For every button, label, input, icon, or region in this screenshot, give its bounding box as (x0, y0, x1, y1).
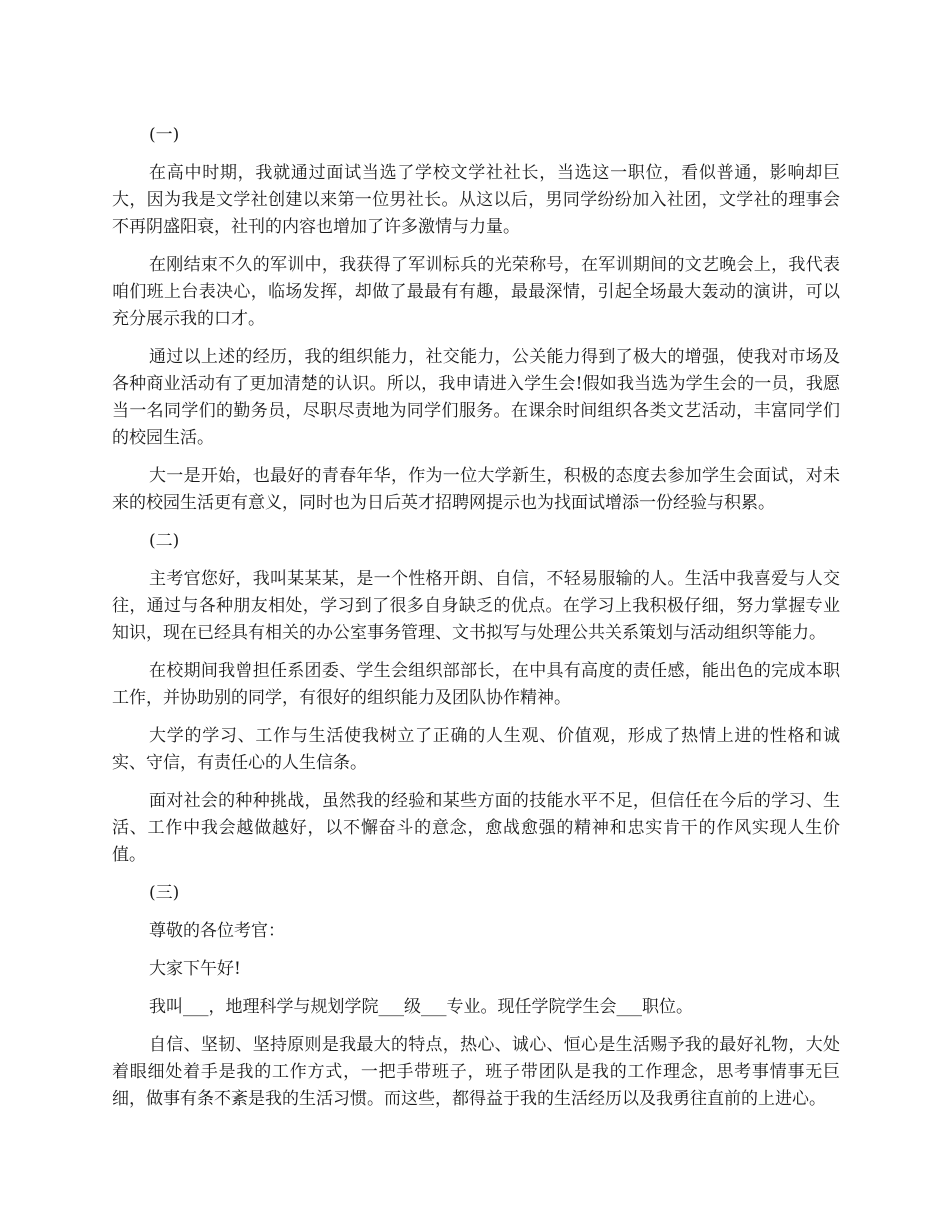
paragraph: 大学的学习、工作与生活使我树立了正确的人生观、价值观，形成了热情上进的性格和诚实、守信，有责任心的人生信条。 (112, 726, 840, 773)
section-heading-2: (二) (149, 531, 180, 551)
paragraph: 在高中时期，我就通过面试当选了学校文学社社长，当选这一职位，看似普通，影响却巨大，因为我是文学社创建以来第一位男社长。从这以后，男同学纷纷加入社团，文学社的理事会不再阴盛阳衰，社刊的内容也增加了许多激情与力量。 (112, 163, 840, 237)
paragraph: 通过以上述的经历，我的组织能力，社交能力，公关能力得到了极大的增强，使我对市场及各种商业活动有了更加清楚的认识。所以，我申请进入学生会!假如我当选为学生会的一员，我愿当一名同学们的勤务员，尽职尽责地为同学们服务。在课余时间组织各类文艺活动，丰富同学们的校园生活。 (112, 347, 840, 448)
paragraph: 自信、坚韧、坚持原则是我最大的特点，热心、诚心、恒心是生活赐予我的最好礼物，大处着眼细处着手是我的工作方式，一把手带班子，班子带团队是我的工作理念，思考事情事无巨细，做事有条不紊是我的生活习惯。而这些，都得益于我的生活经历以及我勇往直前的上进心。 (112, 1035, 840, 1109)
paragraph: 在校期间我曾担任系团委、学生会组织部部长，在中具有高度的责任感，能出色的完成本职工作，并协助别的同学，有很好的组织能力及团队协作精神。 (112, 661, 840, 708)
section-heading-3: (三) (149, 883, 180, 903)
paragraph: 我叫___，地理科学与规划学院___级___专业。现任学院学生会___职位。 (149, 997, 693, 1017)
paragraph: 尊敬的各位考官： (149, 921, 285, 941)
paragraph: 主考官您好，我叫某某某，是一个性格开朗、自信，不轻易服输的人。生活中我喜爱与人交往，通过与各种朋友相处，学习到了很多自身缺乏的优点。在学习上我积极仔细，努力掌握专业知识，现在已经具有相关的办公室事务管理、文书拟写与处理公共关系策划与活动组织等能力。 (112, 569, 840, 643)
document-body (112, 122, 840, 1124)
paragraph: 大家下午好! (149, 959, 241, 979)
paragraph: 在刚结束不久的军训中，我获得了军训标兵的光荣称号，在军训期间的文艺晚会上，我代表咱们班上台表决心，临场发挥，却做了最最有有趣，最最深情，引起全场最大轰动的演讲，可以充分展示我的口才。 (112, 255, 840, 329)
section-heading-1: (一) (149, 125, 180, 145)
paragraph: 大一是开始，也最好的青春年华，作为一位大学新生，积极的态度去参加学生会面试，对未来的校园生活更有意义，同时也为日后英才招聘网提示也为找面试增添一份经验与积累。 (112, 466, 840, 513)
paragraph: 面对社会的种种挑战，虽然我的经验和某些方面的技能水平不足，但信任在今后的学习、生活、工作中我会越做越好，以不懈奋斗的意念，愈战愈强的精神和忠实肯干的作风实现人生价值。 (112, 791, 840, 865)
